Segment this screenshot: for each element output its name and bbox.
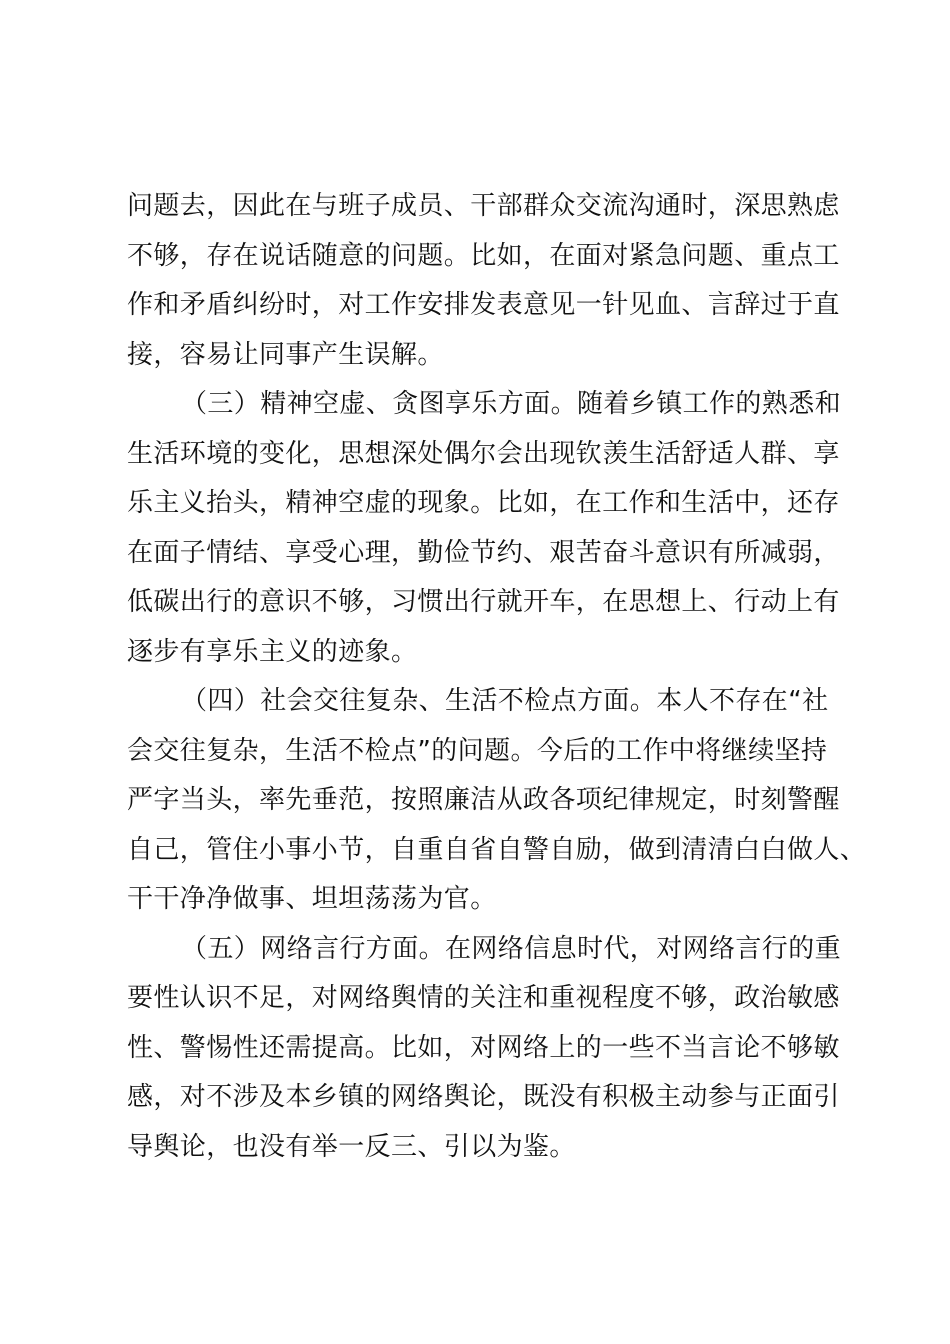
section-5-line-4: 感，对不涉及本乡镇的网络舆论，既没有积极主动参与正面引 [127,1082,840,1112]
section-3-line-2: 生活环境的变化，思想深处偶尔会出现钦羡生活舒适人群、享 [127,438,840,469]
section-4-line-3: 严字当头，率先垂范，按照廉洁从政各项纪律规定，时刻警醒 [127,785,840,815]
section-3-line-6: 逐步有享乐主义的迹象。 [127,636,418,667]
section-3-line-4: 在面子情结、享受心理，勤俭节约、艰苦奋斗意识有所减弱， [127,537,840,568]
section-3-line-3: 乐主义抬头，精神空虚的现象。比如，在工作和生活中，还存 [127,488,840,518]
section-4-line-4: 自己，管住小事小节，自重自省自警自励，做到清清白白做人、 [127,834,867,865]
section-5-line-3: 性、警惕性还需提高。比如，对网络上的一些不当言论不够敏 [127,1032,840,1063]
section-5-line-5: 导舆论，也没有举一反三、引以为鉴。 [127,1131,576,1162]
paragraph-2-line-3: 作和矛盾纠纷时，对工作安排发表意见一针见血、言辞过于直 [127,290,840,320]
paragraph-2-line-4: 接，容易让同事产生误解。 [127,339,444,370]
section-5-line-2: 要性认识不足，对网络舆情的关注和重视程度不够，政治敏感 [127,983,840,1013]
section-3-line-5: 低碳出行的意识不够，习惯出行就开车，在思想上、行动上有 [127,587,840,617]
section-4-line-5: 干干净净做事、坦坦荡荡为官。 [127,884,497,914]
paragraph-2-line-2: 不够，存在说话随意的问题。比如，在面对紧急问题、重点工 [127,240,840,271]
section-3-heading-line: （三）精神空虚、贪图享乐方面。随着乡镇工作的熟悉和 [181,389,842,419]
section-4-heading-line: （四）社会交往复杂、生活不检点方面。本人不存在“社 [181,686,829,716]
section-4-line-2: 会交往复杂，生活不检点”的问题。今后的工作中将继续坚持 [127,735,828,766]
section-5-heading-line: （五）网络言行方面。在网络信息时代，对网络言行的重 [181,933,842,964]
document-body [127,182,867,1172]
paragraph-2-line-1: 问题去，因此在与班子成员、干部群众交流沟通时，深思熟虑 [127,191,840,221]
